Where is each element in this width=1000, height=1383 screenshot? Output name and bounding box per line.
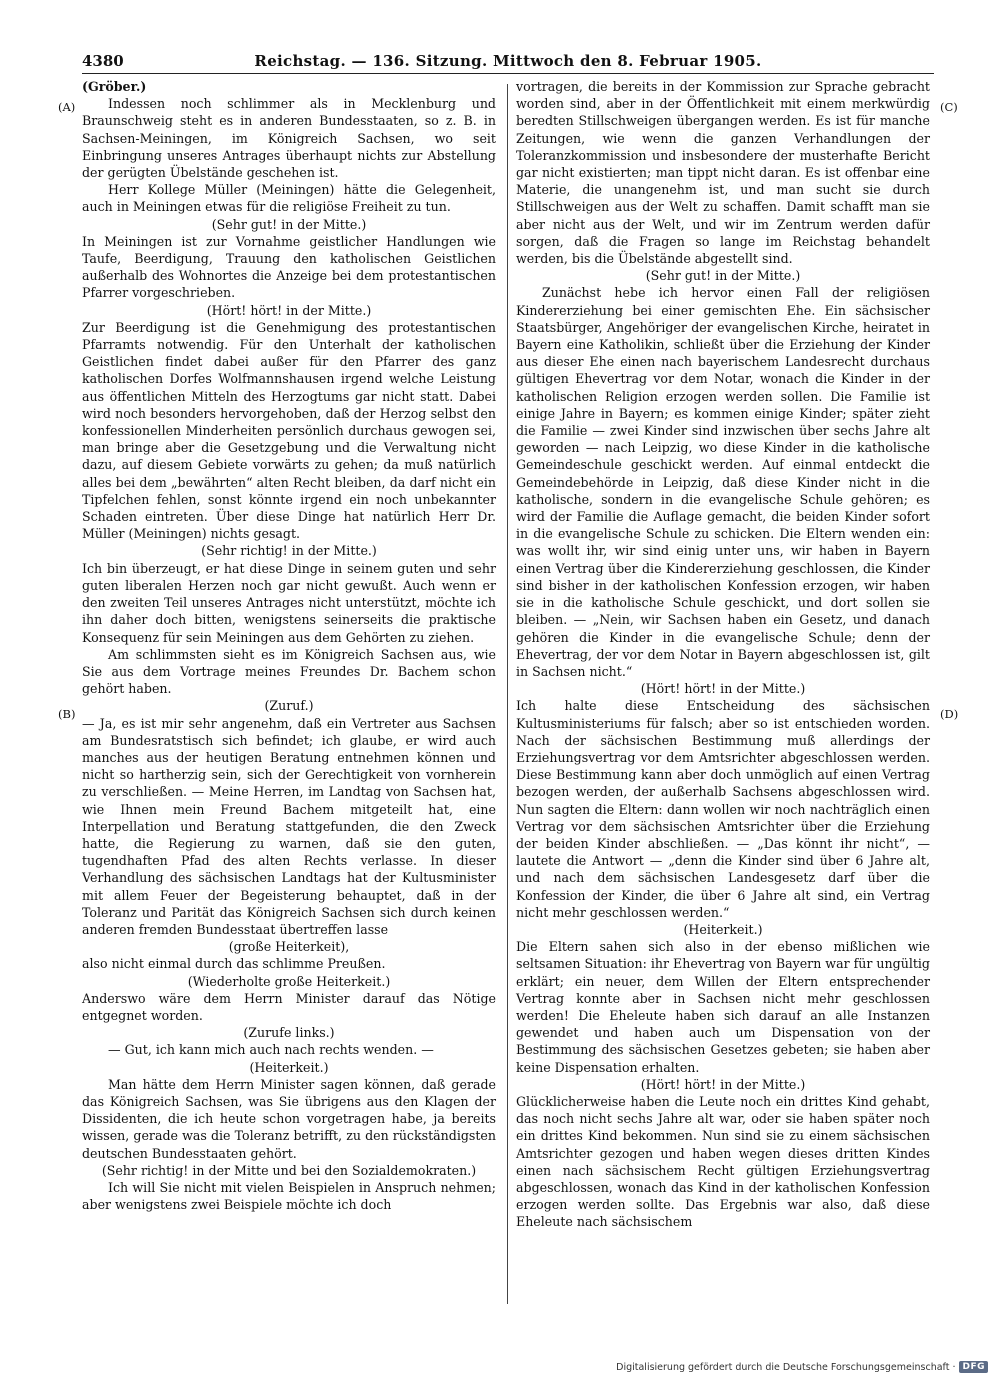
left-column: [82, 78, 496, 1213]
paragraph: Die Eltern sahen sich also in der ebenso mißlichen wie seltsamen Situation: ihr Ehevertrag von Bayern war für ungültig erklärt; ein neuer, dem Willen der Eltern entsprechender Vertrag konnte aber in Sachsen nicht mehr geschlossen werden! Die Eheleute haben sich darauf an alle Instanzen gewendet und haben auch um Dispensation von der Bestimmung des sächsischen Gesetzes gebeten; sie haben aber keine Dispensation erhalten.: [516, 939, 930, 1075]
paragraph: Glücklicherweise haben die Leute noch ein drittes Kind gehabt, das noch nicht sechs Jahre alt war, oder sie haben später noch ein drittes Kind bekommen. Nun sind sie zu einem sächsischen Amtsrichter gezogen und haben wegen dieses dritten Kindes einen nach sächsischem Recht gültigen Erziehungsvertrag abgeschlossen, wonach das Kind in der katholischen Konfession erzogen werden sollte. Das Ergebnis war also, daß diese Eheleute nach sächsischem: [516, 1093, 930, 1230]
interjection: (Sehr gut! in der Mitte.): [211, 216, 367, 232]
column-divider: [507, 84, 508, 1304]
paragraph: Ich halte diese Entscheidung des sächsischen Kultusministeriums für falsch; aber so ist entschieden worden. Nach der sächsischen Bestimmung muß allerdings der Erziehungsvertrag vor dem Amtsrichter abgeschlossen werden. Diese Bestimmung kann aber doch unmöglich auf einen Vertrag bezogen werden, der außerhalb Sachsens abgeschlossen wird. Nun sagten die Eltern: dann wollen wir noch nachträglich einen Vertrag vor dem sächsischen Amtsrichter über die Erziehung der beiden Kinder abschließen. — „Das könnt ihr nicht“, — lautete die Antwort — „denn die Kinder sind über 6 Jahre alt, und nach dem sächsischen Landesgesetz darf über die Konfession der Kinder, die über 6 Jahre alt sind, ein Vertrag nicht mehr geschlossen werden.“: [516, 698, 930, 920]
interjection: (Hört! hört! in der Mitte.): [640, 681, 806, 697]
paragraph: vortragen, die bereits in der Kommission zur Sprache gebracht worden sind, aber in der Öffentlichkeit mit einem merkwürdig beredten Stillschweigen übergangen werden. Es ist für manche Zeitungen, wie wenn die ganzen Verhandlungen der Toleranzkommission und insbesondere der musterhafte Bericht gar nicht existierten; man tippt nicht daran. Es ist offenbar eine Materie, die unangenehm ist, und man sucht sie durch Stillschweigen aus der Welt zu schaffen. Damit schafft man sie aber nicht aus der Welt, und wir im Zentrum werden dafür sorgen, daß die Fragen so lange im Reichstag behandelt werden, bis die Übelstände abgestellt sind.: [516, 79, 930, 267]
right-column: [516, 78, 930, 1231]
interjection: (Sehr richtig! in der Mitte.): [201, 543, 377, 559]
paragraph: Herr Kollege Müller (Meiningen) hätte die Gelegenheit, auch in Meiningen etwas für die religiöse Freiheit zu tun.: [82, 182, 496, 215]
paragraph: Am schlimmsten sieht es im Königreich Sachsen aus, wie Sie aus dem Vortrage meines Freundes Dr. Bachem schon gehört haben.: [82, 646, 496, 697]
margin-label-d: (D): [940, 707, 959, 721]
interjection: (Wiederholte große Heiterkeit.): [187, 973, 391, 989]
page-number: 4380: [82, 52, 124, 70]
paragraph: Zunächst hebe ich hervor einen Fall der religiösen Kindererziehung bei einer gemischten Ehe. Ein sächsischer Staatsbürger, Angehöriger der evangelischen Kirche, heiratet in Bayern eine Katholikin, schließt über die Erziehung der Kinder aus dieser Ehe einen nach bayerischem Landesrecht durchaus gültigen Ehevertrag vor dem Notar, wonach die Kinder in der katholischen Religion erzogen werden sollen. Die Familie ist einige Jahre in Bayern; es kommen einige Kinder; später zieht die Familie — zwei Kinder sind inzwischen über sechs Jahre alt geworden — nach Leipzig, wo diese Kinder in die katholische Gemeindeschule geschickt werden. Auf einmal entdeckt die Gemeindebehörde in Leipzig, daß diese Kinder nicht in die katholische, sondern in die evangelische Schule gehören; es wird der Familie die Auflage gemacht, die beiden Kinder sofort in die evangelische Schule zu schicken. Die Eltern wenden ein: was wollt ihr, wir sind einig unter uns, wir haben in Bayern einen Vertrag über die Kindererziehung geschlossen, die Kinder sind bisher in der katholischen Konfession erzogen, wir haben sie in die katholische Schule geschickt, und dort sollen sie bleiben. — „Nein, wir Sachsen haben ein Gesetz, und danach gehören die Kinder in die evangelische Schule; denn der Ehevertrag, der vor dem Notar in Bayern abgeschlossen ist, gilt in Sachsen nicht.“: [516, 285, 930, 679]
speaker-name: (Gröber.): [82, 79, 147, 94]
paragraph: Man hätte dem Herrn Minister sagen können, daß gerade das Königreich Sachsen, was Sie übrigens aus den Klagen der Dissidenten, die ich heute schon vorgetragen habe, ja bereits wissen, gerade was die Toleranz betrifft, zu den rückständigsten deutschen Bundesstaaten gehört.: [82, 1076, 496, 1161]
margin-label-a: (A): [58, 100, 76, 114]
paragraph: In Meiningen ist zur Vornahme geistlicher Handlungen wie Taufe, Beerdigung, Trauung den katholischen Geistlichen außerhalb des Wohnortes die Anzeige bei dem protestantischen Pfarrer vorgeschrieben.: [82, 233, 496, 301]
interjection: (Zuruf.): [264, 698, 314, 714]
paragraph: — Gut, ich kann mich auch nach rechts wenden. —: [108, 1042, 434, 1058]
margin-label-b: (B): [58, 707, 76, 721]
margin-label-c: (C): [940, 100, 958, 114]
footer: [616, 1361, 988, 1373]
interjection: (Heiterkeit.): [683, 921, 763, 937]
interjection: (Heiterkeit.): [249, 1059, 329, 1075]
paragraph: Ich bin überzeugt, er hat diese Dinge in seinem guten und sehr guten liberalen Herzen noch gar nicht gewußt. Auch wenn er den zweiten Teil unseres Antrages nicht unterstützt, möchte ich ihn daher doch bitten, wenigstens seinerseits die praktische Konsequenz für sein Meiningen aus dem Gehörten zu ziehen.: [82, 560, 496, 645]
interjection: (große Heiterkeit),: [228, 939, 350, 955]
paragraph: Ich will Sie nicht mit vielen Beispielen in Anspruch nehmen; aber wenigstens zwei Beispiele möchte ich doch: [82, 1180, 496, 1213]
paragraph: also nicht einmal durch das schlimme Preußen.: [82, 956, 386, 972]
paragraph: Zur Beerdigung ist die Genehmigung des protestantischen Pfarramts notwendig. Für den Unterhalt der katholischen Geistlichen findet dabei außer für den Pfarrer des ganz katholischen Dorfes Wolfmannshausen irgend welche Leistung aus öffentlichen Mitteln des Herzogtums gar nicht statt. Dabei wird noch besonders hervorgehoben, daß der Herzog selbst den konfessionellen Minderheiten persönlich durchaus gewogen sei, man bringe aber die Gesetzgebung und die Verwaltung nicht dazu, auf diesem Gebiete vorwärts zu gehen; da muß natürlich alles bei dem „bewährten“ alten Recht bleiben, da darf nicht ein Tipfelchen fehlen, sonst könnte irgend ein noch unbekannter Schaden eintreten. Über diese Dinge hat natürlich Herr Dr. Müller (Meiningen) nichts gesagt.: [82, 319, 496, 542]
paragraph: — Ja, es ist mir sehr angenehm, daß ein Vertreter aus Sachsen am Bundesratstisch sich befindet; ich glaube, er wird auch manches aus der heutigen Beratung entnehmen können und nicht so hartherzig sein, sich der Gerechtigkeit von vornherein zu verschließen. — Meine Herren, im Landtag von Sachsen hat, wie Ihnen mein Freund Bachem mitgeteilt hat, eine Interpellation und Beratung stattgefunden, die den Zweck hatte, die Regierung zu warnen, daß sie den guten, tugendhaften Pfad des alten Rechts verlasse. In dieser Verhandlung des sächsischen Landtags hat der Kultusminister mit allem Feuer der Begeisterung behauptet, daß in der Toleranz und Parität das Königreich Sachsen sich durch keinen anderen fremden Bundesstaat übertreffen lasse: [82, 715, 496, 937]
header-rule: [82, 73, 934, 74]
interjection: (Sehr richtig! in der Mitte und bei den Sozialdemokraten.): [101, 1162, 477, 1178]
interjection: (Hört! hört! in der Mitte.): [640, 1076, 806, 1092]
dfg-logo: DFG: [959, 1361, 988, 1373]
footer-credit: Digitalisierung gefördert durch die Deutsche Forschungsgemeinschaft ·: [616, 1361, 956, 1373]
page-header: [82, 52, 934, 74]
interjection: (Hört! hört! in der Mitte.): [206, 302, 372, 318]
running-title: Reichstag. — 136. Sitzung. Mittwoch den 8. Februar 1905.: [254, 52, 762, 70]
interjection: (Zurufe links.): [243, 1025, 335, 1041]
interjection: (Sehr gut! in der Mitte.): [645, 268, 801, 284]
paragraph: Indessen noch schlimmer als in Mecklenburg und Braunschweig steht es in anderen Bundesstaaten, so z. B. in Sachsen-Meiningen, im Königreich Sachsen, wo seit Einbringung unseres Antrages überhaupt nichts zur Abstellung der gerügten Übelstände geschehen ist.: [82, 96, 496, 181]
paragraph: Anderswo wäre dem Herrn Minister darauf das Nötige entgegnet worden.: [82, 990, 496, 1023]
